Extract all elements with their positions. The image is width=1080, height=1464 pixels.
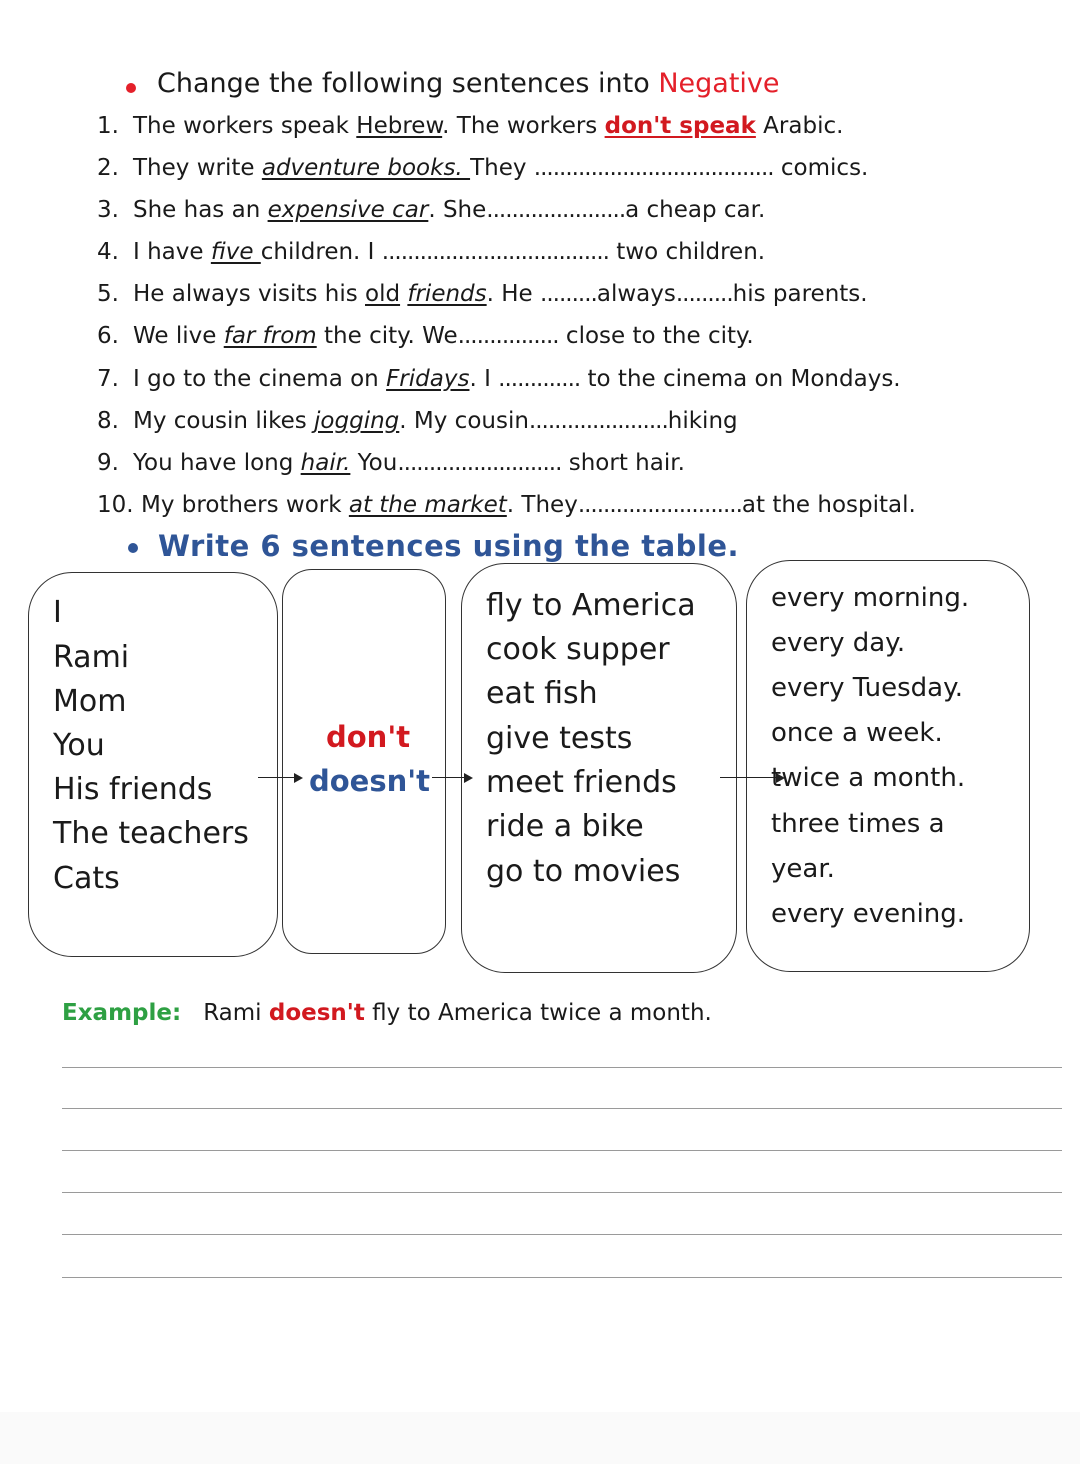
example-sentence xyxy=(62,1000,712,1026)
line-number: 3. xyxy=(97,197,119,223)
line-number: 6. xyxy=(97,323,119,349)
verb-item: go to movies xyxy=(486,854,681,889)
example-negative: doesn't xyxy=(268,1000,365,1026)
section1-title xyxy=(157,68,780,99)
negatives-box xyxy=(282,569,446,954)
arrow-3-head xyxy=(776,773,785,783)
verb-item: eat fish xyxy=(486,676,598,711)
subject-item: Cats xyxy=(53,861,120,896)
underlined-word: adventure books. xyxy=(261,155,471,181)
time-item: every Tuesday. xyxy=(771,673,964,703)
time-item: every morning. xyxy=(771,583,970,613)
verb-item: give tests xyxy=(486,721,633,756)
underlined-word: Hebrew xyxy=(356,113,443,139)
line-text: . She xyxy=(428,197,487,223)
line-text: at the hospital. xyxy=(741,492,916,518)
arrow-1-line xyxy=(258,777,294,778)
underlined-word: five xyxy=(210,239,261,265)
underlined-word: friends xyxy=(407,281,487,307)
line-text: I go to the cinema on xyxy=(133,366,387,392)
exercise-line-4 xyxy=(97,239,765,265)
negative-dont: don't xyxy=(326,720,411,754)
exercise-line-6 xyxy=(97,323,754,349)
underlined-word: old xyxy=(365,281,401,307)
exercise-line-1 xyxy=(97,113,843,139)
exercise-line-10 xyxy=(97,492,916,518)
line-text: You xyxy=(350,450,398,476)
arrow-2-line xyxy=(432,777,464,778)
line-text: . They xyxy=(506,492,578,518)
answer-blank[interactable]: ...................................... xyxy=(533,155,774,181)
line-number: 4. xyxy=(97,239,119,265)
line-number: 2. xyxy=(97,155,119,181)
example-answer: don't speak xyxy=(604,113,756,139)
time-item: year. xyxy=(771,854,835,884)
answer-blank[interactable]: .................................... xyxy=(381,239,609,265)
underlined-word: jogging xyxy=(314,408,400,434)
time-item: every evening. xyxy=(771,899,966,929)
subject-item: Rami xyxy=(53,640,130,675)
line-text: My brothers work xyxy=(141,492,349,518)
exercise-line-9 xyxy=(97,450,685,476)
answer-blank[interactable]: ......... xyxy=(675,281,733,307)
answer-blank[interactable]: ............. xyxy=(498,366,581,392)
subject-item: I xyxy=(53,595,62,630)
line-number: 10. xyxy=(97,492,134,518)
section1-title-highlight: Negative xyxy=(658,68,780,99)
line-number: 9. xyxy=(97,450,119,476)
writing-line-2[interactable] xyxy=(62,1108,1062,1109)
writing-line-3[interactable] xyxy=(62,1150,1062,1151)
subjects-box xyxy=(28,572,278,957)
subject-item: His friends xyxy=(53,772,213,807)
answer-blank[interactable]: ...................... xyxy=(528,408,668,434)
arrow-3-line xyxy=(720,777,778,778)
page-bottom-strip xyxy=(0,1412,1080,1464)
example-text: Rami xyxy=(203,1000,269,1026)
line-text: two children. xyxy=(608,239,766,265)
writing-line-1[interactable] xyxy=(62,1067,1062,1068)
bullet-dot-red xyxy=(126,83,136,93)
verb-item: cook supper xyxy=(486,632,670,667)
line-text: . My cousin xyxy=(399,408,529,434)
arrow-2-head xyxy=(464,773,473,783)
subject-item: You xyxy=(53,728,105,763)
line-text: always xyxy=(596,281,676,307)
exercise-line-3 xyxy=(97,197,765,223)
line-text: children. I xyxy=(260,239,382,265)
time-item: once a week. xyxy=(771,718,943,748)
verb-item: fly to America xyxy=(486,588,696,623)
underlined-word: hair. xyxy=(300,450,351,476)
exercise-line-8 xyxy=(97,408,738,434)
line-text: I have xyxy=(133,239,211,265)
line-text: She has an xyxy=(133,197,268,223)
underlined-word: far from xyxy=(223,323,317,349)
subject-item: Mom xyxy=(53,684,127,719)
verb-item: meet friends xyxy=(486,765,677,800)
line-text: We live xyxy=(133,323,224,349)
line-text: The workers speak xyxy=(133,113,357,139)
exercise-line-7 xyxy=(97,366,901,392)
exercise-line-2 xyxy=(97,155,868,181)
answer-blank[interactable]: ......... xyxy=(540,281,597,307)
underlined-word: expensive car xyxy=(267,197,429,223)
line-text: his parents. xyxy=(732,281,868,307)
answer-blank[interactable]: ................ xyxy=(457,323,559,349)
section2-title: Write 6 sentences using the table. xyxy=(158,529,740,563)
line-text: hiking xyxy=(667,408,738,434)
line-number: 7. xyxy=(97,366,119,392)
negative-doesnt: doesn't xyxy=(309,764,430,798)
time-item: every day. xyxy=(771,628,906,658)
line-text: comics. xyxy=(773,155,869,181)
line-text: close to the city. xyxy=(558,323,754,349)
line-text: They xyxy=(470,155,534,181)
line-text: . The workers xyxy=(442,113,605,139)
line-text: a cheap car. xyxy=(625,197,766,223)
line-number: 1. xyxy=(97,113,119,139)
line-text: They write xyxy=(133,155,262,181)
arrow-1-head xyxy=(294,773,303,783)
time-item: twice a month. xyxy=(771,763,966,793)
underlined-word: Fridays xyxy=(386,366,470,392)
line-text: He always visits his xyxy=(133,281,365,307)
line-text: My cousin likes xyxy=(133,408,315,434)
exercise-line-5 xyxy=(97,281,868,307)
writing-line-6[interactable] xyxy=(62,1277,1062,1278)
line-text: the city. We xyxy=(316,323,458,349)
example-text: fly to America twice a month. xyxy=(364,1000,712,1026)
time-item: three times a xyxy=(771,809,945,839)
line-text: Arabic. xyxy=(755,113,844,139)
line-text: to the cinema on Mondays. xyxy=(580,366,901,392)
answer-blank[interactable]: .......................... xyxy=(577,492,742,518)
verb-item: ride a bike xyxy=(486,809,644,844)
example-label: Example: xyxy=(62,1000,182,1026)
writing-line-4[interactable] xyxy=(62,1192,1062,1193)
line-number: 8. xyxy=(97,408,119,434)
line-text: . He xyxy=(486,281,541,307)
verbs-box xyxy=(461,563,737,973)
underlined-word: at the market xyxy=(348,492,507,518)
bullet-dot-blue xyxy=(128,543,138,553)
answer-blank[interactable]: ...................... xyxy=(486,197,626,223)
writing-line-5[interactable] xyxy=(62,1234,1062,1235)
line-number: 5. xyxy=(97,281,119,307)
subject-item: The teachers xyxy=(53,816,249,851)
answer-blank[interactable]: .......................... xyxy=(397,450,562,476)
times-box xyxy=(746,560,1030,972)
line-text: . I xyxy=(469,366,499,392)
line-text: You have long xyxy=(133,450,301,476)
section1-title-text: Change the following sentences into xyxy=(157,68,659,99)
line-text: short hair. xyxy=(561,450,685,476)
